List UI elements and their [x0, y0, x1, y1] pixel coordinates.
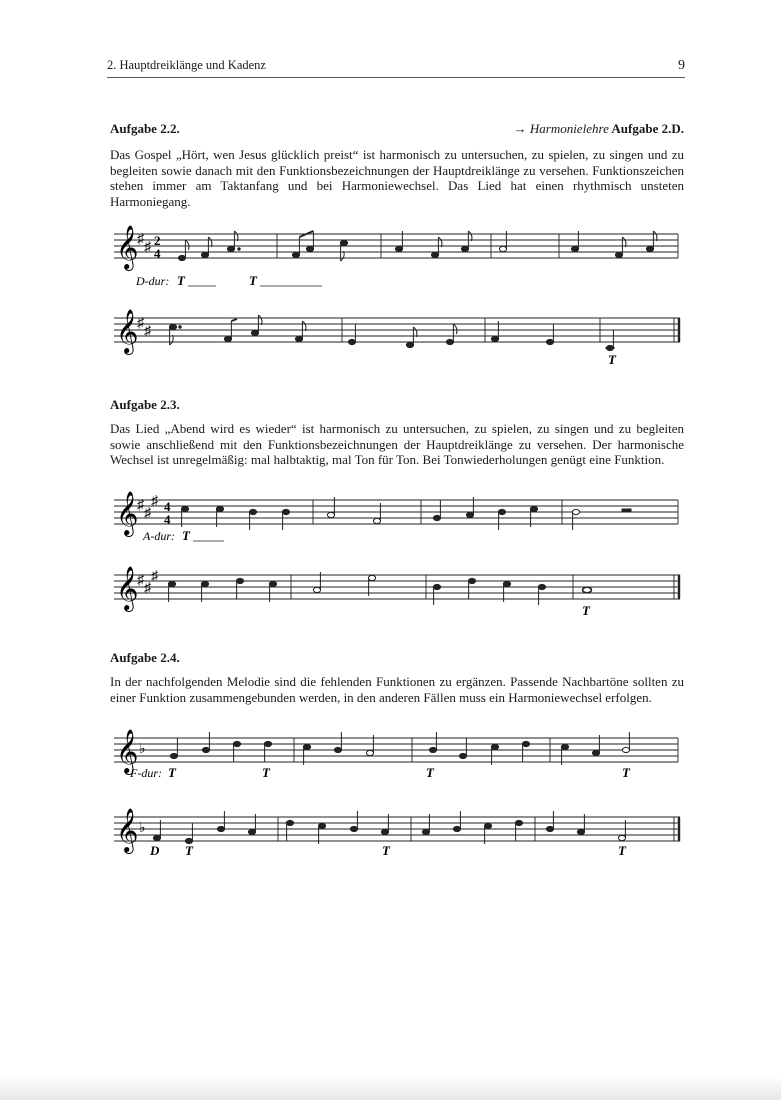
flat-icon: ♭ [139, 821, 146, 836]
task-2-3-title: Aufgabe 2.3. [110, 397, 180, 412]
sharp-icon: ♯ [144, 240, 151, 255]
flat-icon: ♭ [139, 742, 146, 757]
reference-task: Aufgabe 2.D. [611, 121, 684, 136]
sharp-icon: ♯ [137, 498, 144, 513]
function-label: T [249, 273, 257, 288]
treble-clef-icon: 𝄞 [116, 731, 139, 773]
function-label: T [182, 528, 190, 543]
treble-clef-icon: 𝄞 [116, 493, 139, 535]
time-signature-top: 4 [164, 499, 171, 514]
time-signature-bottom: 4 [164, 512, 171, 527]
time-signature-top: 2 [154, 233, 161, 248]
header-rule [107, 77, 685, 78]
reference-book: Harmonielehre [529, 121, 609, 136]
running-head [107, 58, 685, 73]
arrow-icon: → [513, 121, 527, 136]
staff-2-2-line-2 [110, 302, 684, 368]
treble-clef-icon: 𝄞 [116, 810, 139, 852]
staff-2-4-line-2 [110, 801, 684, 863]
treble-clef-icon: 𝄞 [116, 227, 139, 269]
sharp-icon: ♯ [137, 232, 144, 247]
sharp-icon: ♯ [144, 581, 151, 596]
task-2-2-title: Aufgabe 2.2. [110, 121, 180, 136]
task-2-2-cross-reference [514, 121, 684, 137]
task-2-4-title: Aufgabe 2.4. [110, 650, 180, 665]
task-2-4-heading [110, 650, 684, 666]
task-2-2-heading [110, 121, 684, 137]
sharp-icon: ♯ [137, 573, 144, 588]
staff-2-3-line-2 [110, 559, 684, 621]
task-2-2-text: Das Gospel „Hört, wen Jesus glücklich preist“ ist harmonisch zu untersuchen, zu spielen, zu singen und zu begleiten sowie danach mit den Funktionsbezeichnungen der Hauptdreiklänge zu versehen. Funktionszeichen stehen immer am Taktanfang und bei Harmoniewechsel. Das Lied hat einen rhythmisch unsteten Harmoniegang. [110, 147, 684, 209]
sharp-icon: ♯ [151, 494, 158, 509]
staff-2-4-line-1 [110, 722, 684, 786]
sharp-icon: ♯ [137, 316, 144, 331]
page-bottom-shadow [0, 1076, 781, 1100]
key-label: D-dur: [136, 274, 170, 288]
key-label: A-dur: [143, 529, 175, 543]
function-label: T [608, 352, 616, 367]
function-label: T [426, 765, 434, 780]
function-label: T [262, 765, 270, 780]
function-label: T [168, 765, 176, 780]
function-label: T [382, 843, 390, 858]
treble-clef-icon: 𝄞 [116, 568, 139, 610]
time-signature-bottom: 4 [154, 246, 161, 261]
function-label: T [177, 273, 185, 288]
task-2-4-text: In der nachfolgenden Melodie sind die fehlenden Funktionen zu ergänzen. Passende Nachbartöne sollten zu einer Funktion zusammengebunden werden, in den anderen Fällen muss ein Harmoniewechsel erfolgen. [110, 674, 684, 705]
function-label: T [618, 843, 626, 858]
task-2-3-heading [110, 397, 684, 413]
sharp-icon: ♯ [144, 324, 151, 339]
function-label: T [582, 603, 590, 618]
staff-2-3-line-1 [110, 484, 684, 546]
page-number: 9 [678, 58, 685, 73]
task-2-3-text: Das Lied „Abend wird es wieder“ ist harmonisch zu untersuchen, zu spielen, zu singen und zu begleiten sowie anschließend mit den Funktionsbezeichnungen der Hauptdreiklänge zu versehen. Der harmonische Wechsel ist unregelmäßig: mal halbtaktig, mal Ton für Ton. Bei Tonwiederholungen genügt eine Funktion. [110, 421, 684, 467]
staff-2-2-line-1 [110, 218, 684, 288]
sharp-icon: ♯ [151, 569, 158, 584]
sharp-icon: ♯ [144, 506, 151, 521]
chapter-title: 2. Hauptdreiklänge und Kadenz [107, 58, 266, 72]
key-label: F-dur: [130, 766, 162, 780]
treble-clef-icon: 𝄞 [116, 311, 139, 353]
function-label: D [150, 843, 160, 858]
function-label: T [622, 765, 630, 780]
function-label: T [185, 843, 193, 858]
